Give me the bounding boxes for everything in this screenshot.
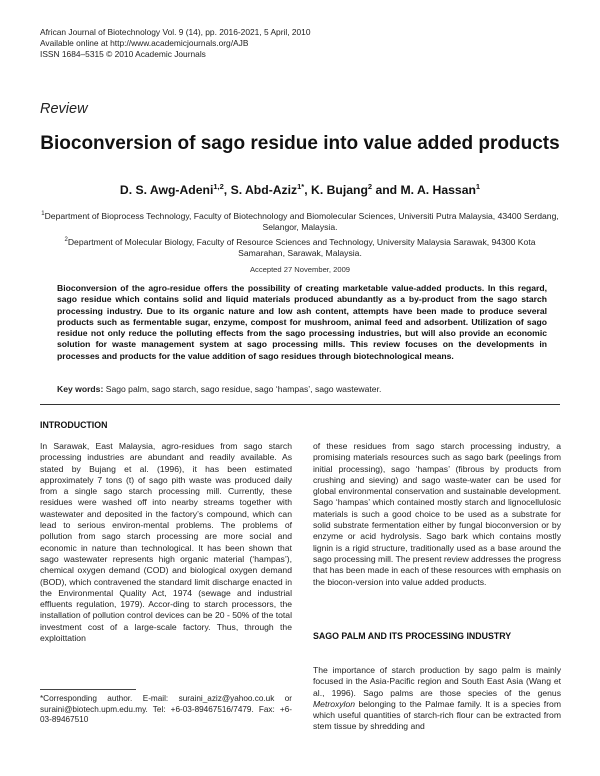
intro-text-left — [40, 441, 292, 644]
heading-sago-palm: SAGO PALM AND ITS PROCESSING INDUSTRY — [313, 631, 512, 641]
paper-title: Bioconversion of sago residue into value added products — [40, 133, 560, 154]
journal-citation: African Journal of Biotechnology Vol. 9 (14), pp. 2016-2021, 5 April, 2010 — [40, 27, 311, 37]
journal-issn: ISSN 1684–5315 © 2010 Academic Journals — [40, 49, 206, 59]
sago-palm-text-b: belonging to the Palmae family. It is a species from which useful quantities of starch-rich flour can be extracted from stem tissue by shredding and — [313, 698, 561, 732]
keywords — [57, 384, 547, 394]
affiliation-1 — [40, 209, 560, 233]
section-divider — [40, 404, 560, 405]
author-separator: , — [304, 183, 312, 198]
abstract: Bioconversion of the agro-residue offers the possibility of creating marketable value-added products. In this regard, sago residue which contains solid and liquid materials produced abundantly as a by-product from the sago starch processing industry. Due to its organic nature and low ash content, attempts have been made to produce several products such as fermentable sugar, enzyme, compost for mushroom, animal feed and adsorbent. Utilization of sago residue not only reduce the polluting effects from the sago processing industries, but will also provide an economic solution for waste management system at sago processing mills. This review focuses on the developments in processes and products for the value addition of sago residues through biotechnological means. — [57, 283, 547, 361]
author-name: M. A. Hassan — [400, 183, 476, 198]
corresponding-author-footnote: *Corresponding author. E-mail: suraini_aziz@yahoo.co.uk or suraini@biotech.upm.edu.my. Tel: +6-03-89467516/7479. Fax: +6-03-89467510 — [40, 694, 292, 725]
journal-online-url: Available online at http://www.academicjournals.org/AJB — [40, 38, 249, 48]
author-list — [40, 182, 560, 197]
author-name: D. S. Awg-Adeni — [119, 183, 214, 198]
affiliation-text: Department of Bioprocess Technology, Faculty of Biotechnology and Biomolecular Sciences, Universiti Putra Malaysia, 43400 Serdang, Selangor, Malaysia. — [44, 210, 559, 233]
sago-palm-text-a: The importance of starch production by sago palm is mainly focused in the Asia-Pacific region and South East Asia (Wang et al., 1996). Sago palms are those species of the genus — [313, 665, 561, 698]
author-affiliation-mark: 1,2 — [213, 182, 224, 191]
accepted-date: Accepted 27 November, 2009 — [249, 265, 351, 274]
affiliation-number: 1 — [41, 211, 45, 217]
affiliation-text: Department of Molecular Biology, Faculty of Resource Sciences and Technology, University Malaysia Sarawak, 94300 Kota Samarahan, Sarawak, Malaysia. — [67, 236, 536, 259]
affiliation-number: 2 — [64, 237, 68, 243]
keywords-text: Sago palm, sago starch, sago residue, sago ‘hampas’, sago wastewater. — [105, 384, 382, 394]
article-type: Review — [40, 101, 88, 117]
sago-palm-paragraph — [313, 665, 561, 733]
footnote-divider — [40, 689, 136, 690]
author-separator: , — [223, 183, 231, 198]
heading-introduction: INTRODUCTION — [40, 420, 108, 430]
author-name: K. Bujang — [311, 183, 368, 198]
genus-name: Metroxylon — [313, 698, 356, 709]
intro-paragraph-left: In Sarawak, East Malaysia, agro-residues from sago starch processing industries are abundant and readily available. As stated by Bujang et al. (1996), it has been estimated approximately 7 tons (t) of sago pith waste was produced daily from a single sago starch processing mill. Currently, these residues were washed off into nearby streams together with wastewater and deposited in the factory’s compound, which can lead to serious environ-mental problems. The problems of pollution from sago starch processing are more social and economic in nature than technological. It has been shown that sago wastewater represents high organic material (‘hampas’), chemical oxygen demand (COD) and biological oxygen demand (BOD), which contravened the standard limit discharge enacted in the Environmental Quality Act, 1974 (sewage and industrial effluents regulation, 1979). Accor-ding to starch processors, the installation of pollution control devices can be 20 - 50% of the total investment cost of a large-scale factory. Thus, through the exploittation — [40, 441, 292, 644]
intro-text-right — [313, 441, 561, 588]
affiliation-2 — [40, 235, 560, 259]
author-affiliation-mark: 1 — [475, 182, 481, 191]
author-affiliation-mark: 2 — [367, 182, 373, 191]
author-name: S. Abd-Aziz — [230, 183, 298, 198]
author-separator: and — [372, 183, 401, 198]
author-affiliation-mark: 1* — [297, 182, 305, 191]
journal-header — [40, 27, 311, 60]
keywords-label: Key words: — [57, 384, 104, 394]
sago-palm-text — [313, 665, 561, 733]
intro-paragraph-right: of these residues from sago starch processing industry, a promising materials resources such as sago bark (peelings from initial processing), sago ‘hampas’ (fibrous by products from crushing and sieving) and sago waste-water can be used for global environmental conservation and sustainable development. Sago ‘hampas’ which contained mostly starch and lignocellulosic materials is such a good choice to be used as a substrate for solid substrate fermentation either by fungal bioconversion or by enzyme or acid hydrolysis. Sago bark which contains mostly lignin is a rigid structure, traditionally used as a base around the sago processing mill. The present review addresses the progress that has been made in each of these resources with emphasis on the biocon-version into value added products. — [313, 441, 561, 587]
